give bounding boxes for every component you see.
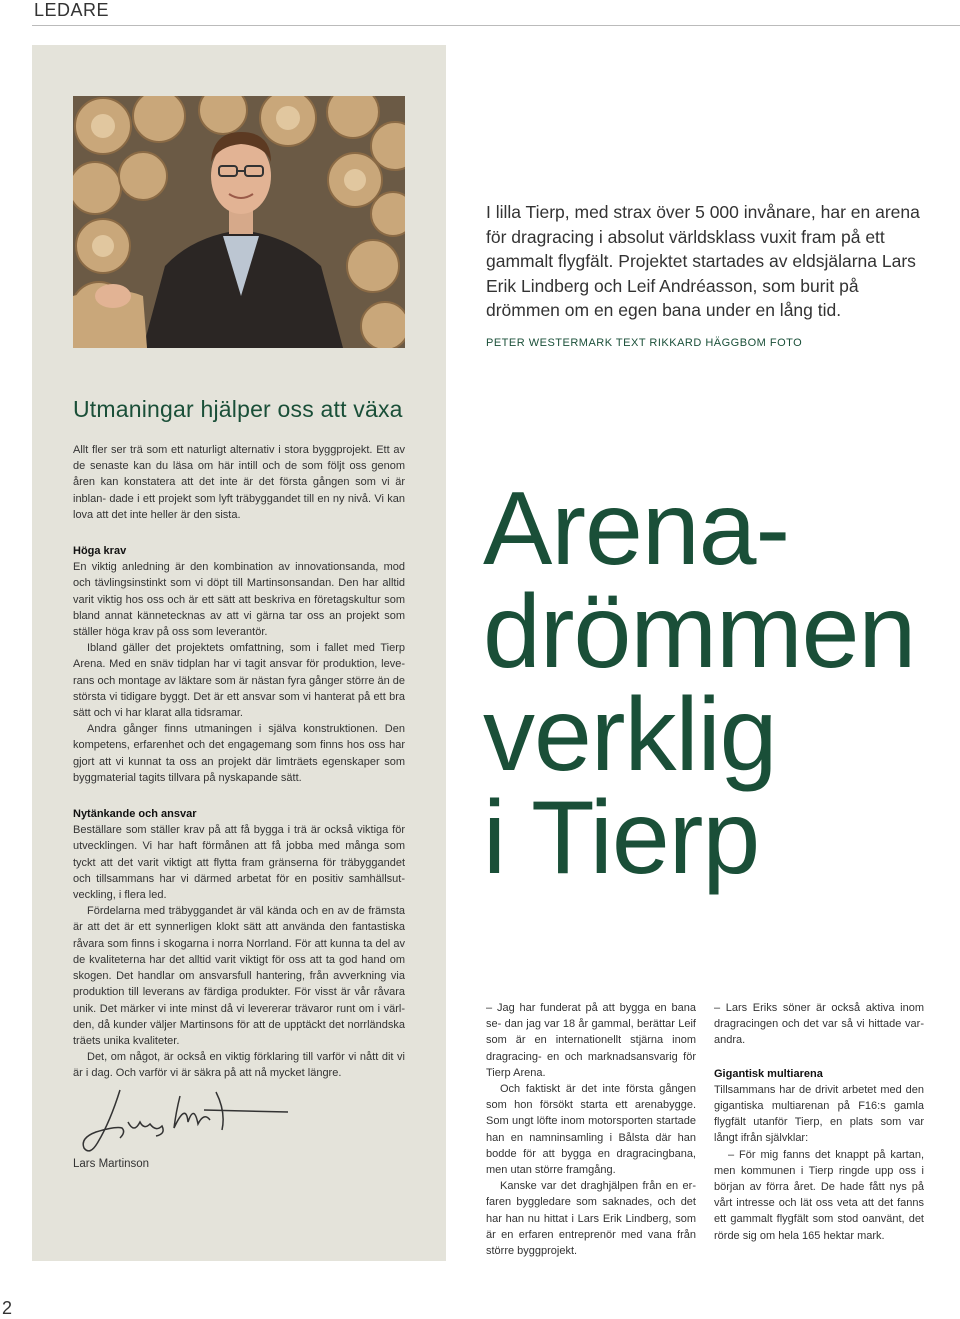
signature-name: Lars Martinson xyxy=(73,1158,150,1170)
headline-line: verklig xyxy=(483,677,777,793)
sidebar-paragraph: Det, om något, är också en viktig förklaring till varför vi nått dit vi är i dag. Och varför vi är säkra på att nå mycket längre. xyxy=(73,1051,405,1080)
sidebar-paragraph: Ibland gäller det projektets omfattning, som i fallet med Tierp Arena. Med en snäv tidplan har vi tagit ansvar för produktion, leve- rans och montage av läktare som är nästan fyra gånger större än de största vi tidigare byggt. Det är ett ansvar som vi hanterat på ett bra sätt och vi har klarat alla tidsramar. xyxy=(73,642,406,720)
article-column-1 xyxy=(486,1000,696,1259)
sidebar-paragraph: Allt fler ser trä som ett naturligt alternativ i stora byggprojekt. Ett av de senaste kan du läsa om här intill och de som följt oss genom åren kan konstatera att det inte är det första gången som vi är inblan- dade i ett projekt som lyft träbyggandet till en ny nivå. Vi kan lova att det inte heller är den sista. xyxy=(73,444,405,521)
article-paragraph: Kanske var det draghjälpen från en er- faren byggledare som saknades, och det har han nu hittat i Lars Erik Lindberg, som är en erfaren entreprenör med vana från större byggprojekt. xyxy=(486,1180,696,1258)
portrait-photo xyxy=(73,96,405,348)
article-paragraph: – Lars Eriks söner är också aktiva inom dragracingen och det var så vi hittade var- andra. xyxy=(714,1002,924,1047)
sidebar-subheading: Nytänkande och ansvar xyxy=(73,808,197,821)
article-paragraph: Tillsammans har de drivit arbetet med den gigantiska multiarenan på F16:s gamla flygfält utanför Tierp, en plats som var långt ifrån självklar: xyxy=(714,1083,924,1145)
sidebar-subheading: Höga krav xyxy=(73,545,127,558)
signature-graphic xyxy=(76,1082,296,1160)
article-intro: I lilla Tierp, med strax över 5 000 invånare, har en arena för dragracing i absolut världsklass vuxit fram på ett gammalt flygfält. Projektet startades av eldsjälarna Lars Erik Lindberg och Leif Andréasson, som burit på drömmen om en egen bana under en lång tid. xyxy=(486,202,920,320)
sidebar-heading: Utmaningar hjälper oss att växa xyxy=(73,396,403,422)
article-paragraph: – Jag har funderat på att bygga en bana se- dan jag var 18 år gammal, berättar Leif som är en internationellt stjärna inom dragracing- en och marknadsansvarig för Tierp Arena. xyxy=(486,1002,696,1079)
sidebar-body xyxy=(73,442,405,1082)
article-column-2 xyxy=(714,1000,924,1244)
section-label: LEDARE xyxy=(34,0,110,20)
sidebar-paragraph: Fördelarna med träbyggandet är väl kända och en av de främsta är att det är ett synnerligen klokt sätt att använda den fantastiska råvara som finns i skogarna i norra Norrland. För att kunna ta del av de kvaliteterna har det alltid varit viktigt för oss att ta god hand om skogen. Det handlar om ansvarsfull hantering, från avverkning via produktion till leverans av färdiga produkter. För visst är vår råvara unik. Det märker vi inte minst då vi levererar trävaror runt om i värl- den, då kunder väljer Martinsons för att de upptäckt det norrländska träets unika kvaliteter. xyxy=(73,905,405,1047)
article-headline xyxy=(483,471,953,896)
headline-line: Arena- xyxy=(483,471,790,587)
headline-line: i Tierp xyxy=(483,780,760,896)
article-paragraph: – För mig fanns det knappt på kartan, men kommunen i Tierp ringde upp oss i början av förra året. De hade fått nys på vårt intresse och lät oss veta att det fanns ett gammalt flygfält som stod oanvänt, det rörde sig om hela 165 hektar mark. xyxy=(714,1148,924,1242)
article-subheading: Gigantisk multiarena xyxy=(714,1067,823,1080)
sidebar-paragraph: En viktig anledning är den kombination av innovationsanda, mod och tävlingsinstinkt som vi döpt till Martinsonsandan. Den har alltid varit viktig hos oss och är ett sätt att beskriva en företagskultur som bland annat kännetecknas av att vi gärna tar oss an projekt som ställer höga krav på oss som leverantör. xyxy=(73,561,405,639)
header-rule xyxy=(32,25,960,26)
headline-line: drömmen xyxy=(483,574,916,690)
article-paragraph: Och faktiskt är det inte första gången som hon försökt starta ett arenabygge. Som ungt löfte inom motorsporten startade han en namninsamling i Bålsta där han bodde för att bygga en dragracingbana, men utan större framgång. xyxy=(486,1083,696,1177)
page-number: 2 xyxy=(2,1298,13,1318)
article-byline: PETER WESTERMARK TEXT RIKKARD HÄGGBOM FOTO xyxy=(486,337,803,349)
sidebar-paragraph: Beställare som ställer krav på att få bygga i trä är också viktiga för utvecklingen. Vi har haft förmånen att få jobba med många som tyckt att det varit viktigt att flytta fram gränserna för träbyggandet och tillsammans har vi därmed arbetat för en positiv samhällsut- veckling, i flera led. xyxy=(73,824,405,902)
sidebar-paragraph: Andra gånger finns utmaningen i själva konstruktionen. Den kompetens, erfarenhet och det engagemang som finns hos oss har gjort att vi kunnat ta oss an projekt där limträets egenskaper som byggmaterial tagits tillvara på nyskapande sätt. xyxy=(73,723,405,784)
